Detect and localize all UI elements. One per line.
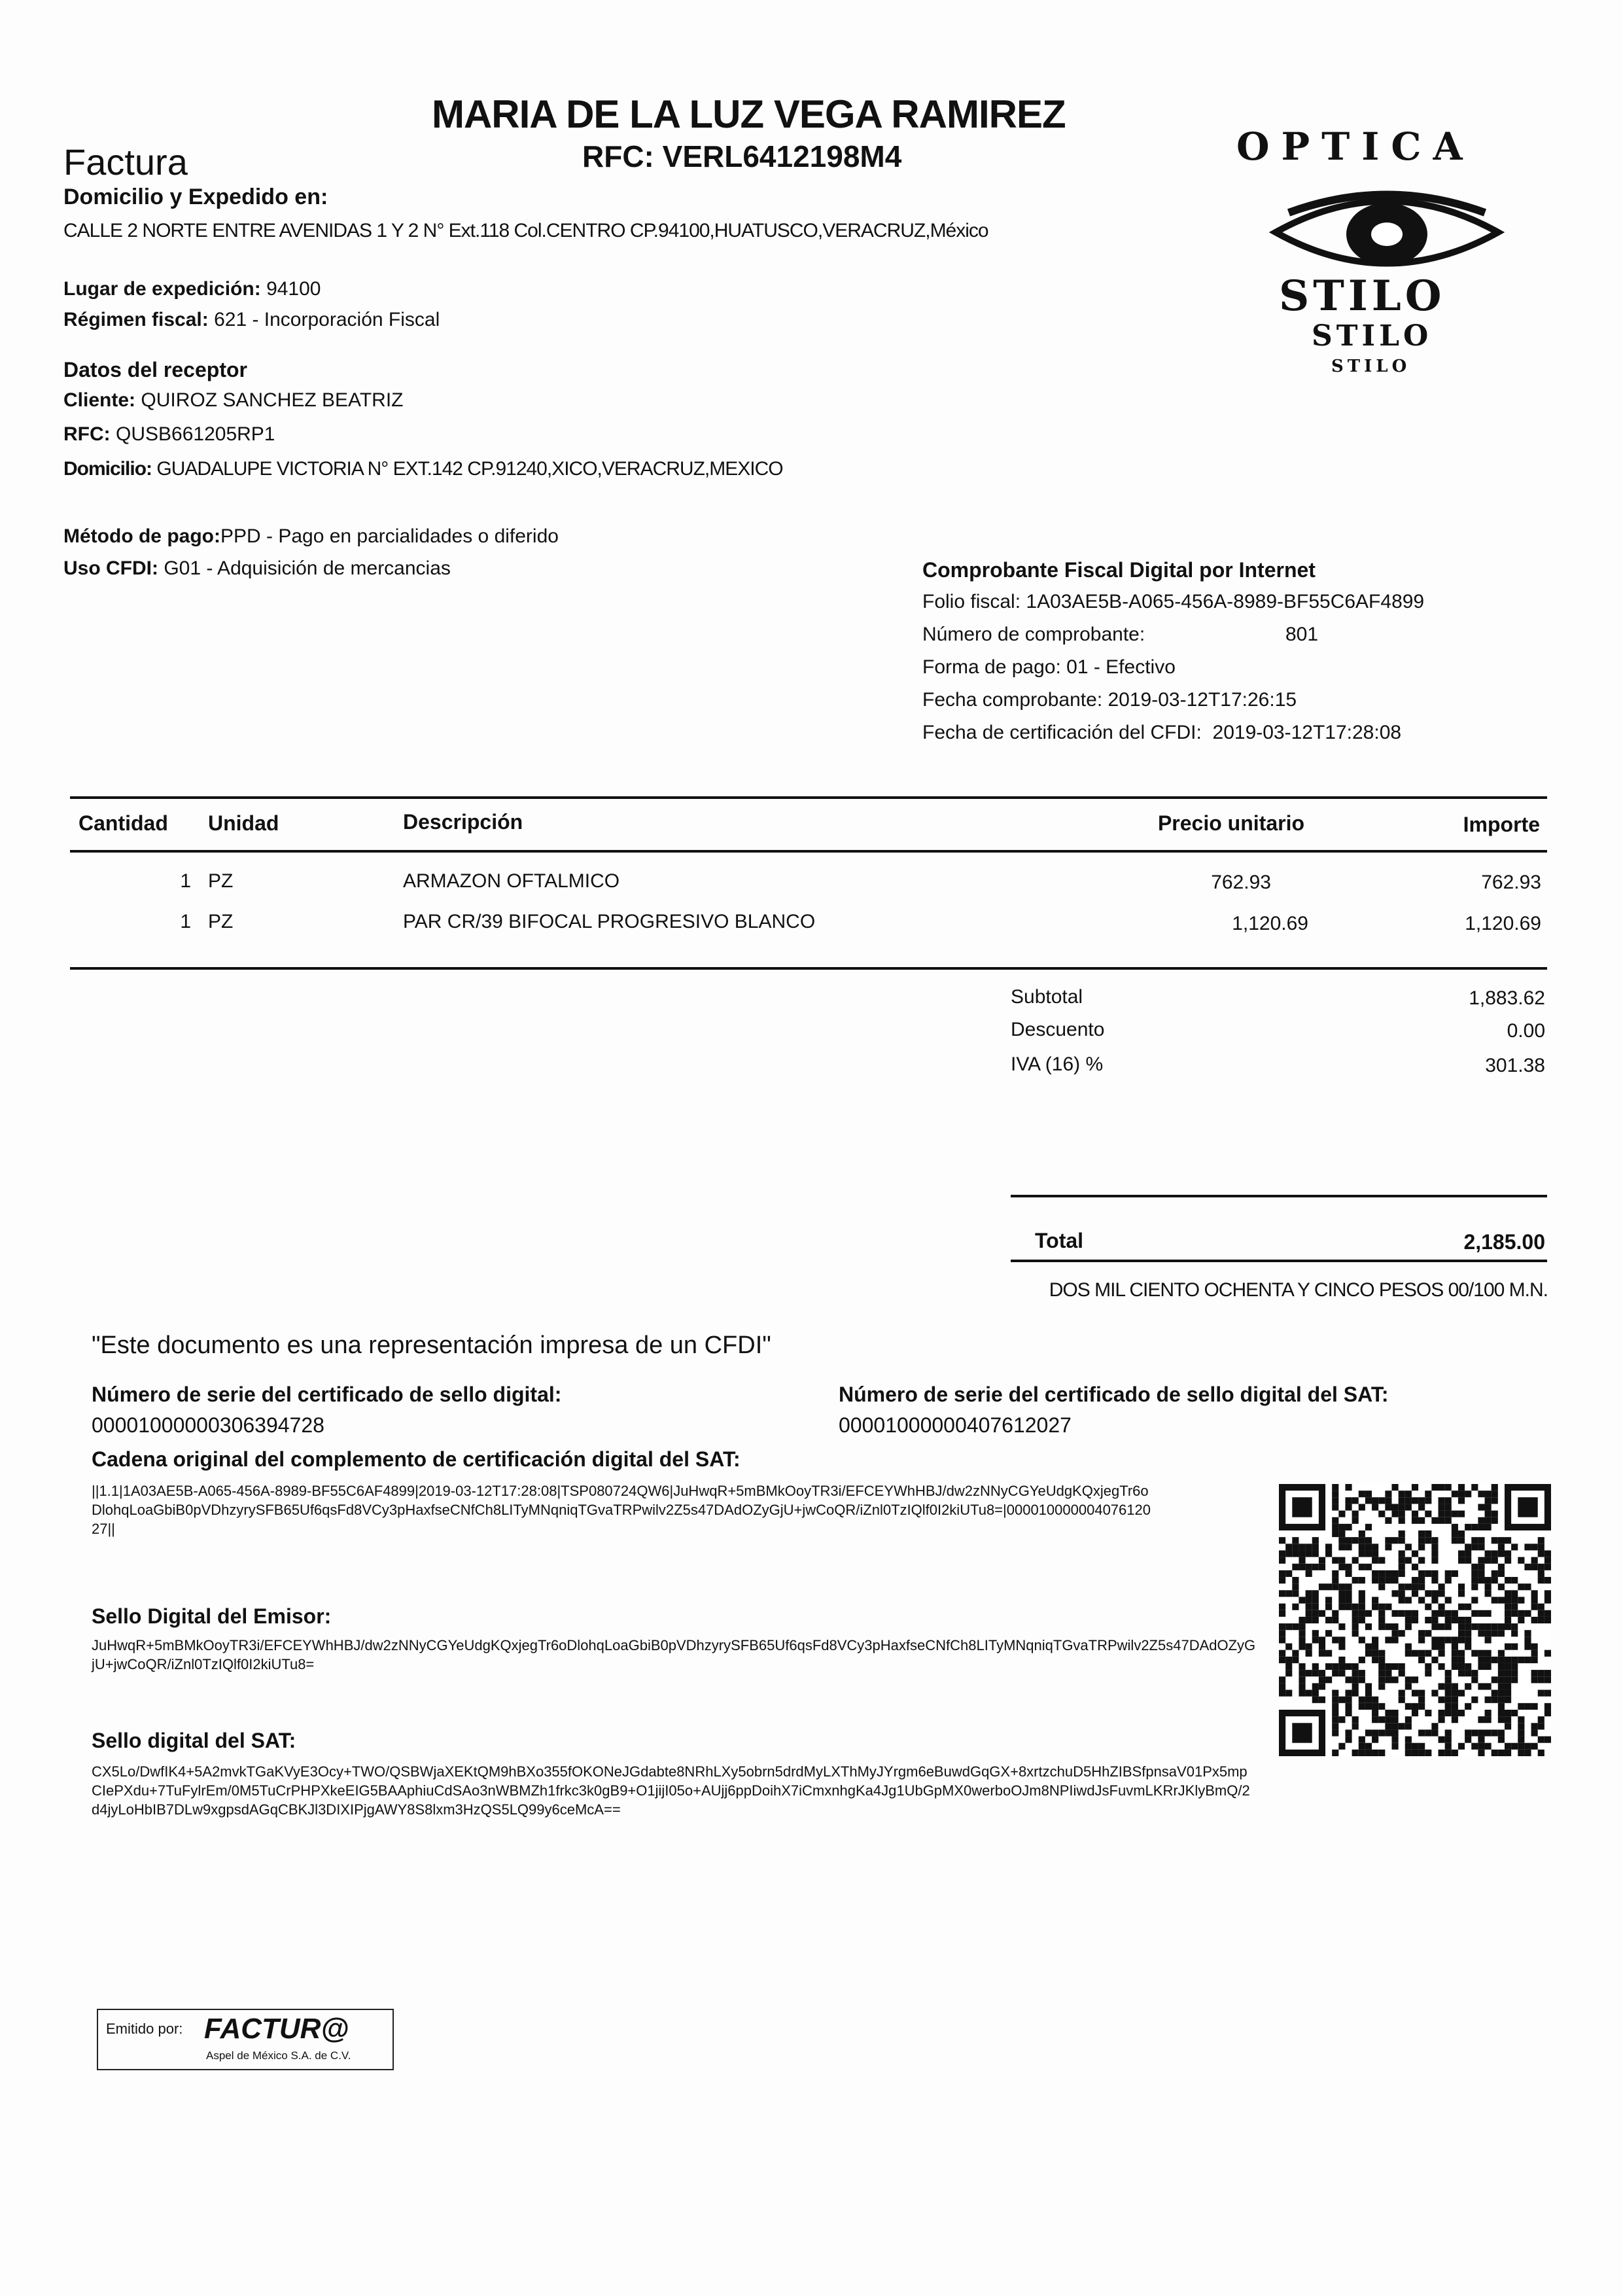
row-description: ARMAZON OFTALMICO [403,870,620,892]
payment-form-value: 01 - Efectivo [1066,656,1176,678]
issuer-rfc-label: RFC: [582,139,654,173]
subtotal-label: Subtotal [1011,986,1083,1008]
voucher-number-value: 801 [1285,624,1319,645]
sat-serial-label: Número de serie del certificado de sello digital del SAT: [839,1383,1389,1406]
emitted-by-label: Emitido por: [106,2021,183,2037]
iva-value: 301.38 [1485,1055,1545,1076]
issuer-rfc-value: VERL6412198M4 [662,139,902,173]
col-header-description: Descripción [403,810,523,834]
table-bottom-rule [70,967,1547,970]
emitter-seal-value: JuHwqR+5mBMkOoyTR3i/EFCEYWhHBJ/dw2zNNyCGYeUdgKQxjegTr6oDlohqLoaGbiB0pVDhzyrySFB65Uf6qsFd8VCy3pHaxfseCNfCh8LITyMNqniqTGvaTRPwilv2Z5s47DAdOZyGjU+jwCoQR/iZnl0TzIQlf0I2kiUTu8= [92,1637,1256,1672]
logo-line-stilo-small: STILO [1331,357,1411,376]
qr-code-icon [1279,1484,1551,1756]
receiver-rfc-value: QUSB661205RP1 [116,423,275,445]
client-value: QUIROZ SANCHEZ BEATRIZ [141,389,404,411]
optica-stilo-logo [1230,124,1570,393]
receiver-heading: Datos del receptor [63,358,247,381]
fiscal-folio [922,591,1424,613]
receiver-address-value: GUADALUPE VICTORIA N° EXT.142 CP.91240,XICO,VERACRUZ,MEXICO [156,458,783,480]
voucher-date-value: 2019-03-12T17:26:15 [1108,689,1297,711]
payment-method-label: Método de pago: [63,525,220,547]
doc-type-title: Factura [63,141,188,183]
original-chain-value: ||1.1|1A03AE5B-A065-456A-8989-BF55C6AF4899|2019-03-12T17:28:08|TSP080724QW6|JuHwqR+5mBMkOoyTR3i/EFCEYWhHBJ/dw2zNNyCGYeUdgKQxjegTr6oDlohqLoaGbiB0pVDhzyrySFB65Uf6qsFd8VCy3pHaxfseCNfCh8LITyMNqniqTGvaTRPwilv2Z5s47DAdOZyGjU+jwCoQR/iZnl0TzIQlf0I2kiUTu8=|00001000000407612027|| [92,1483,1151,1537]
folio-value: 1A03AE5B-A065-456A-8989-BF55C6AF4899 [1026,591,1425,612]
receiver-address-label: Domicilio: [63,458,152,480]
logo-line-stilo-medium: STILO [1312,319,1433,353]
total-in-words: DOS MIL CIENTO OCHENTA Y CINCO PESOS 00/100 M.N. [1049,1279,1548,1301]
table-header-rule [70,850,1547,853]
receiver-client [63,389,404,412]
payment-method [63,525,559,548]
discount-label: Descuento [1011,1019,1105,1040]
receiver-rfc [63,423,275,446]
folio-label: Folio fiscal: [922,591,1021,612]
cfdi-use [63,557,451,580]
row-unit-price: 762.93 [1211,872,1271,893]
place-label: Lugar de expedición: [63,278,261,300]
cfdi-use-value: G01 - Adquisición de mercancias [164,557,451,579]
total-label: Total [1035,1229,1084,1252]
cert-serial-value: 00001000000306394728 [92,1413,324,1437]
row-amount: 1,120.69 [1465,913,1541,934]
row-description: PAR CR/39 BIFOCAL PROGRESIVO BLANCO [403,911,816,932]
address-heading: Domicilio y Expedido en: [63,185,328,209]
row-amount: 762.93 [1481,872,1541,893]
row-unit: PZ [208,870,234,892]
table-top-rule [70,796,1547,799]
sat-serial-value: 00001000000407612027 [839,1413,1072,1437]
certification-date-label: Fecha de certificación del CFDI: [922,722,1202,743]
regime-value: 621 - Incorporación Fiscal [214,309,440,330]
place-value: 94100 [266,278,321,300]
col-header-qty: Cantidad [79,811,168,835]
original-chain-label: Cadena original del complemento de certificación digital del SAT: [92,1447,741,1471]
receiver-address [63,458,783,480]
col-header-unit: Unidad [208,811,279,835]
certification-date-value: 2019-03-12T17:28:08 [1212,722,1402,743]
receiver-rfc-label: RFC: [63,423,111,445]
sat-seal-label: Sello digital del SAT: [92,1729,296,1752]
regime-label: Régimen fiscal: [63,309,209,330]
cert-serial-label: Número de serie del certificado de sello digital: [92,1383,562,1406]
client-label: Cliente: [63,389,136,411]
iva-label: IVA (16) % [1011,1053,1104,1075]
payment-method-value: PPD - Pago en parcialidades o diferido [220,525,559,547]
voucher-number-label: Número de comprobante: [922,624,1145,645]
payment-form [922,656,1176,679]
cfdi-heading: Comprobante Fiscal Digital por Internet [922,558,1316,582]
tax-regime [63,309,440,331]
row-qty: 1 [180,870,191,892]
logo-line-stilo-large: STILO [1279,272,1446,321]
emitter-seal-label: Sello Digital del Emisor: [92,1604,332,1628]
col-header-amount: Importe [1463,813,1540,836]
voucher-date-label: Fecha comprobante: [922,689,1103,711]
facture-badge [97,2009,394,2070]
issuer-address: CALLE 2 NORTE ENTRE AVENIDAS 1 Y 2 N° Ext.118 Col.CENTRO CP.94100,HUATUSCO,VERACRUZ,México [63,220,988,241]
col-header-unit-price: Precio unitario [1157,811,1304,835]
total-bottom-rule [1011,1260,1547,1262]
sat-seal-value: CX5Lo/DwfIK4+5A2mvkTGaKVyE3Ocy+TWO/QSBWjaXEKtQM9hBXo355fOKONeJGdabte8NRhLXy5obrn5drdMyLXThMyJYrgm6eBuwdGqGX+8xrtzchuD5HhZIBSfpnsaV01Px5mpCIePXdu+7TuFylrEm/0M5TuCrPHPXkeEIG5BAAphiuCdSAo3nWBMZh1frkc3k0gB9+O1jijI05o+AUjj6ppDoihX7iCmxnhgKa4Jg1UbGpMX0werboOJm8NPIiwdJsFuvmLKRrJKlyBmQ/2d4jyLoHbIB7DLw9xgpsdAGqCBKJl3DIXIPjgAWY8S8lxm3HzQS5LQ99y6ceMcA== [92,1763,1250,1818]
logo-line-optica: OPTICA [1236,124,1475,169]
payment-form-label: Forma de pago: [922,656,1061,678]
row-qty: 1 [180,911,191,932]
place-of-issue [63,278,321,300]
discount-value: 0.00 [1507,1020,1545,1042]
eye-icon [1269,183,1505,281]
voucher-date [922,689,1297,711]
issuer-rfc [582,139,901,174]
cfdi-use-label: Uso CFDI: [63,557,158,579]
certification-date [922,722,1401,744]
row-unit: PZ [208,911,234,932]
aspel-company: Aspel de México S.A. de C.V. [206,2049,351,2062]
facture-brand-logo: FACTUR@ [204,2013,349,2045]
issuer-name: MARIA DE LA LUZ VEGA RAMIREZ [432,92,1066,136]
total-top-rule [1011,1195,1547,1197]
subtotal-value: 1,883.62 [1469,987,1545,1009]
cfdi-disclaimer: "Este documento es una representación impresa de un CFDI" [92,1332,771,1359]
total-value: 2,185.00 [1463,1230,1545,1254]
row-unit-price: 1,120.69 [1232,913,1308,934]
